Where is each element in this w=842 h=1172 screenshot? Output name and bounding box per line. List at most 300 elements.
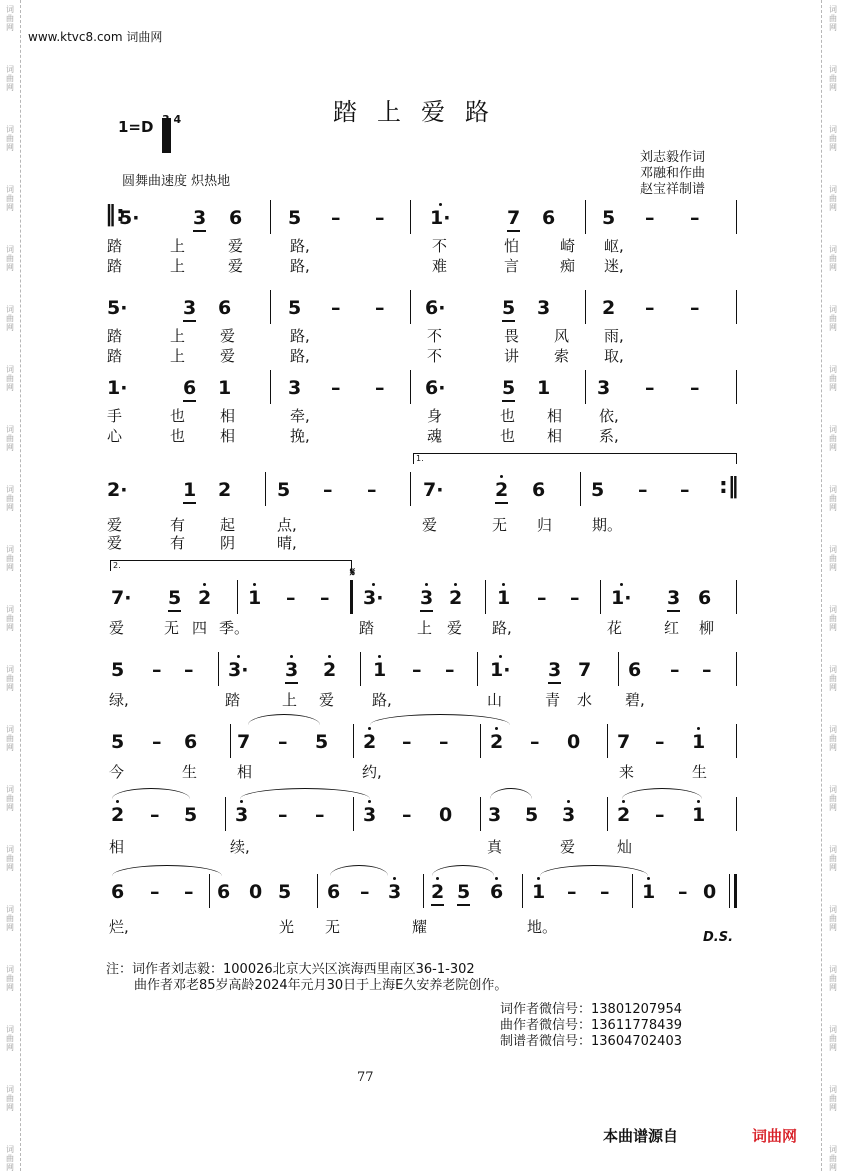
song-title: 踏上爱路: [333, 98, 509, 126]
second-ending-bracket: [110, 560, 352, 571]
lyric: 生: [692, 763, 708, 781]
lyric: 系,: [599, 427, 619, 445]
lyric: 生: [182, 763, 198, 781]
lyric: 难: [432, 257, 448, 275]
note: –: [150, 804, 160, 826]
note: 2: [449, 587, 463, 609]
note: 2: [495, 478, 508, 504]
lyric: 路,: [290, 257, 310, 275]
note: –: [680, 479, 690, 501]
note: 3: [488, 804, 502, 826]
lyric: 畏: [504, 327, 520, 345]
barline: [480, 797, 481, 831]
staff-row-7: [105, 720, 745, 764]
note: –: [690, 207, 700, 229]
note: 5: [502, 296, 515, 322]
note: 3·: [363, 587, 384, 609]
side-watermark-text: 词 曲 网: [6, 785, 14, 812]
note: 5: [457, 880, 470, 906]
barline: [729, 874, 730, 908]
note: –: [690, 377, 700, 399]
note: –: [367, 479, 377, 501]
final-barline: [734, 874, 737, 908]
lyric: 地。: [527, 918, 558, 936]
side-watermark-text: 词 曲 网: [6, 1145, 14, 1172]
note: –: [445, 659, 455, 681]
note: 5: [602, 207, 616, 229]
lyric: 身: [427, 407, 443, 425]
lyric: 路,: [290, 347, 310, 365]
side-watermark-text: 词 曲 网: [6, 65, 14, 92]
footer-source-text: 本曲谱源自: [603, 1127, 679, 1145]
note: 5: [184, 804, 198, 826]
side-watermark-text: 词 曲 网: [6, 425, 14, 452]
barline: [607, 724, 608, 758]
note: 3: [183, 296, 196, 322]
note: 7: [507, 206, 520, 232]
lyric: 光: [279, 918, 295, 936]
note: 1: [692, 804, 706, 826]
side-watermark-text: 词 曲 网: [829, 5, 837, 32]
note: 5: [288, 297, 302, 319]
barline: [607, 797, 608, 831]
note: –: [537, 587, 547, 609]
note: 1·: [430, 207, 451, 229]
barline: [353, 797, 354, 831]
time-bottom: 4: [173, 113, 182, 126]
side-watermark-text: 词 曲 网: [829, 605, 837, 632]
lyric: 真: [487, 838, 503, 856]
note: –: [184, 659, 194, 681]
staff-row-4: [105, 468, 745, 512]
note: 7: [578, 659, 592, 681]
side-watermark-text: 词 曲 网: [829, 245, 837, 272]
segno-sign: 𝄋: [350, 565, 356, 579]
credits: [640, 150, 705, 198]
note: –: [655, 731, 665, 753]
lyric: 也: [500, 427, 516, 445]
note: –: [360, 881, 370, 903]
repeat-start-sign: ‖:: [105, 202, 125, 227]
note: –: [152, 731, 162, 753]
note: 3: [193, 206, 206, 232]
staff-row-8: [105, 793, 745, 837]
note: 1·: [611, 587, 632, 609]
lyric: 上: [170, 237, 186, 255]
left-dashed-border: [20, 0, 21, 1171]
note: 3: [597, 377, 611, 399]
footer-brand-link[interactable]: 词曲网: [752, 1127, 798, 1145]
repeat-end-sign: :‖: [719, 474, 739, 499]
lyric: 爱: [109, 619, 125, 637]
note: 7·: [111, 587, 132, 609]
barline: [485, 580, 486, 614]
lyric: 上: [417, 619, 433, 637]
lyric: 路,: [372, 691, 392, 709]
right-dashed-border: [821, 0, 822, 1171]
barline: [736, 200, 737, 234]
note: –: [570, 587, 580, 609]
barline: [736, 652, 737, 686]
side-watermark-text: 词 曲 网: [829, 425, 837, 452]
note: –: [645, 377, 655, 399]
side-watermark-text: 词 曲 网: [829, 905, 837, 932]
page-number: 77: [357, 1070, 374, 1085]
barline: [477, 652, 478, 686]
lyric: 挽,: [290, 427, 310, 445]
lyric: 踏: [107, 257, 123, 275]
note: –: [278, 804, 288, 826]
lyric: 路,: [290, 327, 310, 345]
lyric: 取,: [604, 347, 624, 365]
note: 5: [591, 479, 605, 501]
lyric: 怕: [504, 237, 520, 255]
note: 5: [111, 731, 125, 753]
lyric: 爱: [447, 619, 463, 637]
composer-wechat: 曲作者微信号：13611778439: [500, 1018, 682, 1033]
note: 5·: [107, 297, 128, 319]
note: 1: [218, 377, 232, 399]
barline: [360, 652, 361, 686]
barline: [410, 200, 411, 234]
side-watermark-text: 词 曲 网: [829, 725, 837, 752]
lyric: 不: [432, 237, 448, 255]
lyric: 爱: [107, 534, 123, 552]
side-watermark-text: 词 曲 网: [6, 485, 14, 512]
note: –: [375, 377, 385, 399]
note: –: [645, 207, 655, 229]
barline-double: [350, 580, 353, 614]
lyric: 讲: [504, 347, 520, 365]
lyric: 无: [325, 918, 341, 936]
staff-row-3: [105, 366, 745, 410]
note: 5: [315, 731, 329, 753]
lyric: 踏: [107, 327, 123, 345]
lyric: 上: [170, 347, 186, 365]
note: –: [278, 731, 288, 753]
barline: [522, 874, 523, 908]
lyric: 灿: [617, 838, 633, 856]
lyric: 相: [237, 763, 253, 781]
note: 2: [198, 587, 212, 609]
barline: [270, 200, 271, 234]
note: –: [152, 659, 162, 681]
barline: [618, 652, 619, 686]
note: 5: [502, 376, 515, 402]
note: 0: [249, 881, 263, 903]
staff-row-5: [105, 576, 745, 620]
lyric: 相: [547, 427, 563, 445]
side-watermark-text: 词 曲 网: [829, 485, 837, 512]
lyric: 上: [282, 691, 298, 709]
note: 7·: [423, 479, 444, 501]
arranger-wechat: 制谱者微信号：13604702403: [500, 1034, 682, 1049]
note: 6: [184, 731, 198, 753]
note: 3: [235, 804, 249, 826]
lyric: 爱: [228, 257, 244, 275]
lyric: 路,: [492, 619, 512, 637]
side-watermark-text: 词 曲 网: [829, 65, 837, 92]
tempo-marking: 圆舞曲速度 炽热地: [122, 174, 231, 189]
lyricist-credit: 刘志毅作词: [640, 150, 706, 165]
lyric: 山: [487, 691, 503, 709]
lyric: 踏: [107, 347, 123, 365]
note: 3: [562, 804, 576, 826]
site-header[interactable]: www.ktvc8.com 词曲网: [28, 30, 163, 44]
composer-note: 曲作者邓老85岁高龄2024年元月30日于上海E久安养老院创作。: [134, 978, 508, 993]
side-watermark-text: 词 曲 网: [6, 1085, 14, 1112]
lyric: 爱: [560, 838, 576, 856]
side-watermark-text: 词 曲 网: [6, 1025, 14, 1052]
note: –: [184, 881, 194, 903]
note: –: [315, 804, 325, 826]
lyric: 痴: [560, 257, 576, 275]
note: 6: [490, 881, 504, 903]
side-watermark-text: 词 曲 网: [6, 665, 14, 692]
note: 6: [111, 881, 125, 903]
side-watermark-text: 词 曲 网: [829, 665, 837, 692]
side-watermark-text: 词 曲 网: [829, 965, 837, 992]
note: –: [150, 881, 160, 903]
side-watermark-text: 词 曲 网: [829, 365, 837, 392]
barline: [632, 874, 633, 908]
lyric: 烂,: [109, 918, 129, 936]
lyric: 心: [107, 427, 123, 445]
note: –: [670, 659, 680, 681]
note: 3: [388, 881, 402, 903]
note: 6: [628, 659, 642, 681]
lyric: 有: [170, 534, 186, 552]
note: –: [690, 297, 700, 319]
side-watermark-text: 词 曲 网: [6, 845, 14, 872]
note: 5: [288, 207, 302, 229]
barline: [600, 580, 601, 614]
lyric: 相: [220, 407, 236, 425]
note: 6: [229, 207, 243, 229]
lyric: 红: [664, 619, 680, 637]
note: 2: [218, 479, 232, 501]
note: 6: [217, 881, 231, 903]
side-watermark-text: 词 曲 网: [829, 125, 837, 152]
note: 1: [373, 659, 387, 681]
lyric: 迷,: [604, 257, 624, 275]
lyric: 有: [170, 516, 186, 534]
side-watermark-text: 词 曲 网: [6, 305, 14, 332]
lyric: 碧,: [625, 691, 645, 709]
note: 7: [237, 731, 251, 753]
lyric: 也: [170, 407, 186, 425]
note: 0: [567, 731, 581, 753]
barline: [209, 874, 210, 908]
lyric: 爱: [220, 327, 236, 345]
lyric: 也: [500, 407, 516, 425]
note: 1·: [107, 377, 128, 399]
note: 3: [667, 586, 680, 612]
lyric: 崎: [560, 237, 576, 255]
note: –: [567, 881, 577, 903]
side-watermark-text: 词 曲 网: [6, 545, 14, 572]
note: 3: [548, 658, 561, 684]
barline: [736, 580, 737, 614]
barline: [585, 200, 586, 234]
barline: [736, 724, 737, 758]
lyric: 起: [220, 516, 236, 534]
note: –: [412, 659, 422, 681]
lyric: 相: [220, 427, 236, 445]
side-watermark-text: 词 曲 网: [829, 785, 837, 812]
note: 6·: [425, 297, 446, 319]
lyric: 青: [545, 691, 561, 709]
staff-row-6: [105, 648, 745, 692]
note: –: [678, 881, 688, 903]
side-watermark-text: 词 曲 网: [6, 125, 14, 152]
staff-row-1: [105, 196, 745, 240]
barline: [580, 472, 581, 506]
note: 2·: [107, 479, 128, 501]
side-watermark-text: 词 曲 网: [829, 845, 837, 872]
note: 3: [288, 377, 302, 399]
note: 2: [617, 804, 631, 826]
time-divider: [162, 118, 171, 153]
lyric: 索: [554, 347, 570, 365]
note: 3: [420, 586, 433, 612]
barline: [736, 797, 737, 831]
lyric: 无: [164, 619, 180, 637]
note: –: [402, 731, 412, 753]
side-watermark-text: 词 曲 网: [829, 1085, 837, 1112]
lyric: 不: [427, 327, 443, 345]
note: –: [331, 207, 341, 229]
note: 6: [183, 376, 196, 402]
note: 3: [363, 804, 377, 826]
barline: [585, 370, 586, 404]
side-watermark-text: 词 曲 网: [829, 1025, 837, 1052]
lyric: 爱: [319, 691, 335, 709]
side-watermark-text: 词 曲 网: [6, 605, 14, 632]
note: 1: [532, 881, 546, 903]
note: 5: [277, 479, 291, 501]
barline: [317, 874, 318, 908]
lyric: 上: [170, 257, 186, 275]
lyric: 柳: [699, 619, 715, 637]
barline: [736, 290, 737, 324]
lyric: 踏: [107, 237, 123, 255]
note: 5·: [119, 207, 140, 229]
note: 5: [525, 804, 539, 826]
note: –: [375, 297, 385, 319]
barline: [585, 290, 586, 324]
side-watermark-text: 词 曲 网: [6, 5, 14, 32]
note: 3: [285, 658, 298, 684]
note: 6: [698, 587, 712, 609]
note: –: [331, 297, 341, 319]
side-watermark-text: 词 曲 网: [829, 1145, 837, 1172]
barline: [480, 724, 481, 758]
lyric: 爱: [220, 347, 236, 365]
first-ending-bracket: [413, 453, 737, 464]
barline: [230, 724, 231, 758]
note: 0: [703, 881, 717, 903]
lyric: 相: [109, 838, 125, 856]
time-signature: [162, 114, 181, 126]
lyric: 爱: [422, 516, 438, 534]
arranger-credit: 赵宝祥制谱: [640, 182, 706, 197]
note: 2: [602, 297, 616, 319]
lyric: 点,: [277, 516, 297, 534]
note: 1: [248, 587, 262, 609]
side-watermark-text: 词 曲 网: [6, 725, 14, 752]
lyric: 路,: [290, 237, 310, 255]
note: 1·: [490, 659, 511, 681]
wechat-contacts: [500, 1002, 682, 1050]
note: 6: [542, 207, 556, 229]
lyric: 水: [577, 691, 593, 709]
note: 1: [497, 587, 511, 609]
note: –: [530, 731, 540, 753]
lyric: 雨,: [604, 327, 624, 345]
lyricist-address: 注：词作者刘志毅：100026北京大兴区滨海西里南区36-1-302: [106, 962, 475, 977]
note: 6: [218, 297, 232, 319]
lyric: 依,: [599, 407, 619, 425]
lyric: 言: [504, 257, 520, 275]
lyric: 上: [170, 327, 186, 345]
note: –: [638, 479, 648, 501]
note: 2: [490, 731, 504, 753]
note: 6: [532, 479, 546, 501]
note: 1: [183, 478, 196, 504]
barline: [218, 652, 219, 686]
author-notes: [106, 962, 507, 994]
side-watermark-text: 词 曲 网: [6, 185, 14, 212]
first-ending-label: 1.: [416, 454, 424, 463]
side-watermark-text: 词 曲 网: [6, 245, 14, 272]
lyric: 魂: [427, 427, 443, 445]
lyric: 爱: [228, 237, 244, 255]
dal-segno-mark: D.S.: [703, 930, 734, 945]
side-watermark-text: 词 曲 网: [6, 365, 14, 392]
lyric: 续,: [230, 838, 250, 856]
second-ending-label: 2.: [113, 561, 121, 570]
note: 2: [363, 731, 377, 753]
lyric: 期。: [592, 516, 623, 534]
note: 1: [537, 377, 551, 399]
barline: [410, 370, 411, 404]
staff-row-9: [105, 870, 745, 914]
lyric: 爱: [107, 516, 123, 534]
key-signature: 1=D: [118, 118, 154, 136]
side-watermark-text: 词 曲 网: [829, 545, 837, 572]
lyric: 绿,: [109, 691, 129, 709]
note: –: [439, 731, 449, 753]
lyric: 不: [427, 347, 443, 365]
note: 1: [692, 731, 706, 753]
composer-credit: 邓融和作曲: [640, 166, 706, 181]
note: –: [320, 587, 330, 609]
note: 2: [323, 659, 337, 681]
note: –: [702, 659, 712, 681]
barline: [736, 370, 737, 404]
lyric: 踏: [225, 691, 241, 709]
lyricist-wechat: 词作者微信号：13801207954: [500, 1002, 682, 1017]
note: 0: [439, 804, 453, 826]
note: –: [600, 881, 610, 903]
lyric: 四: [192, 619, 208, 637]
lyric: 来: [619, 763, 635, 781]
side-watermark-text: 词 曲 网: [829, 185, 837, 212]
staff-row-2: [105, 286, 745, 330]
note: –: [331, 377, 341, 399]
lyric: 手: [107, 407, 123, 425]
